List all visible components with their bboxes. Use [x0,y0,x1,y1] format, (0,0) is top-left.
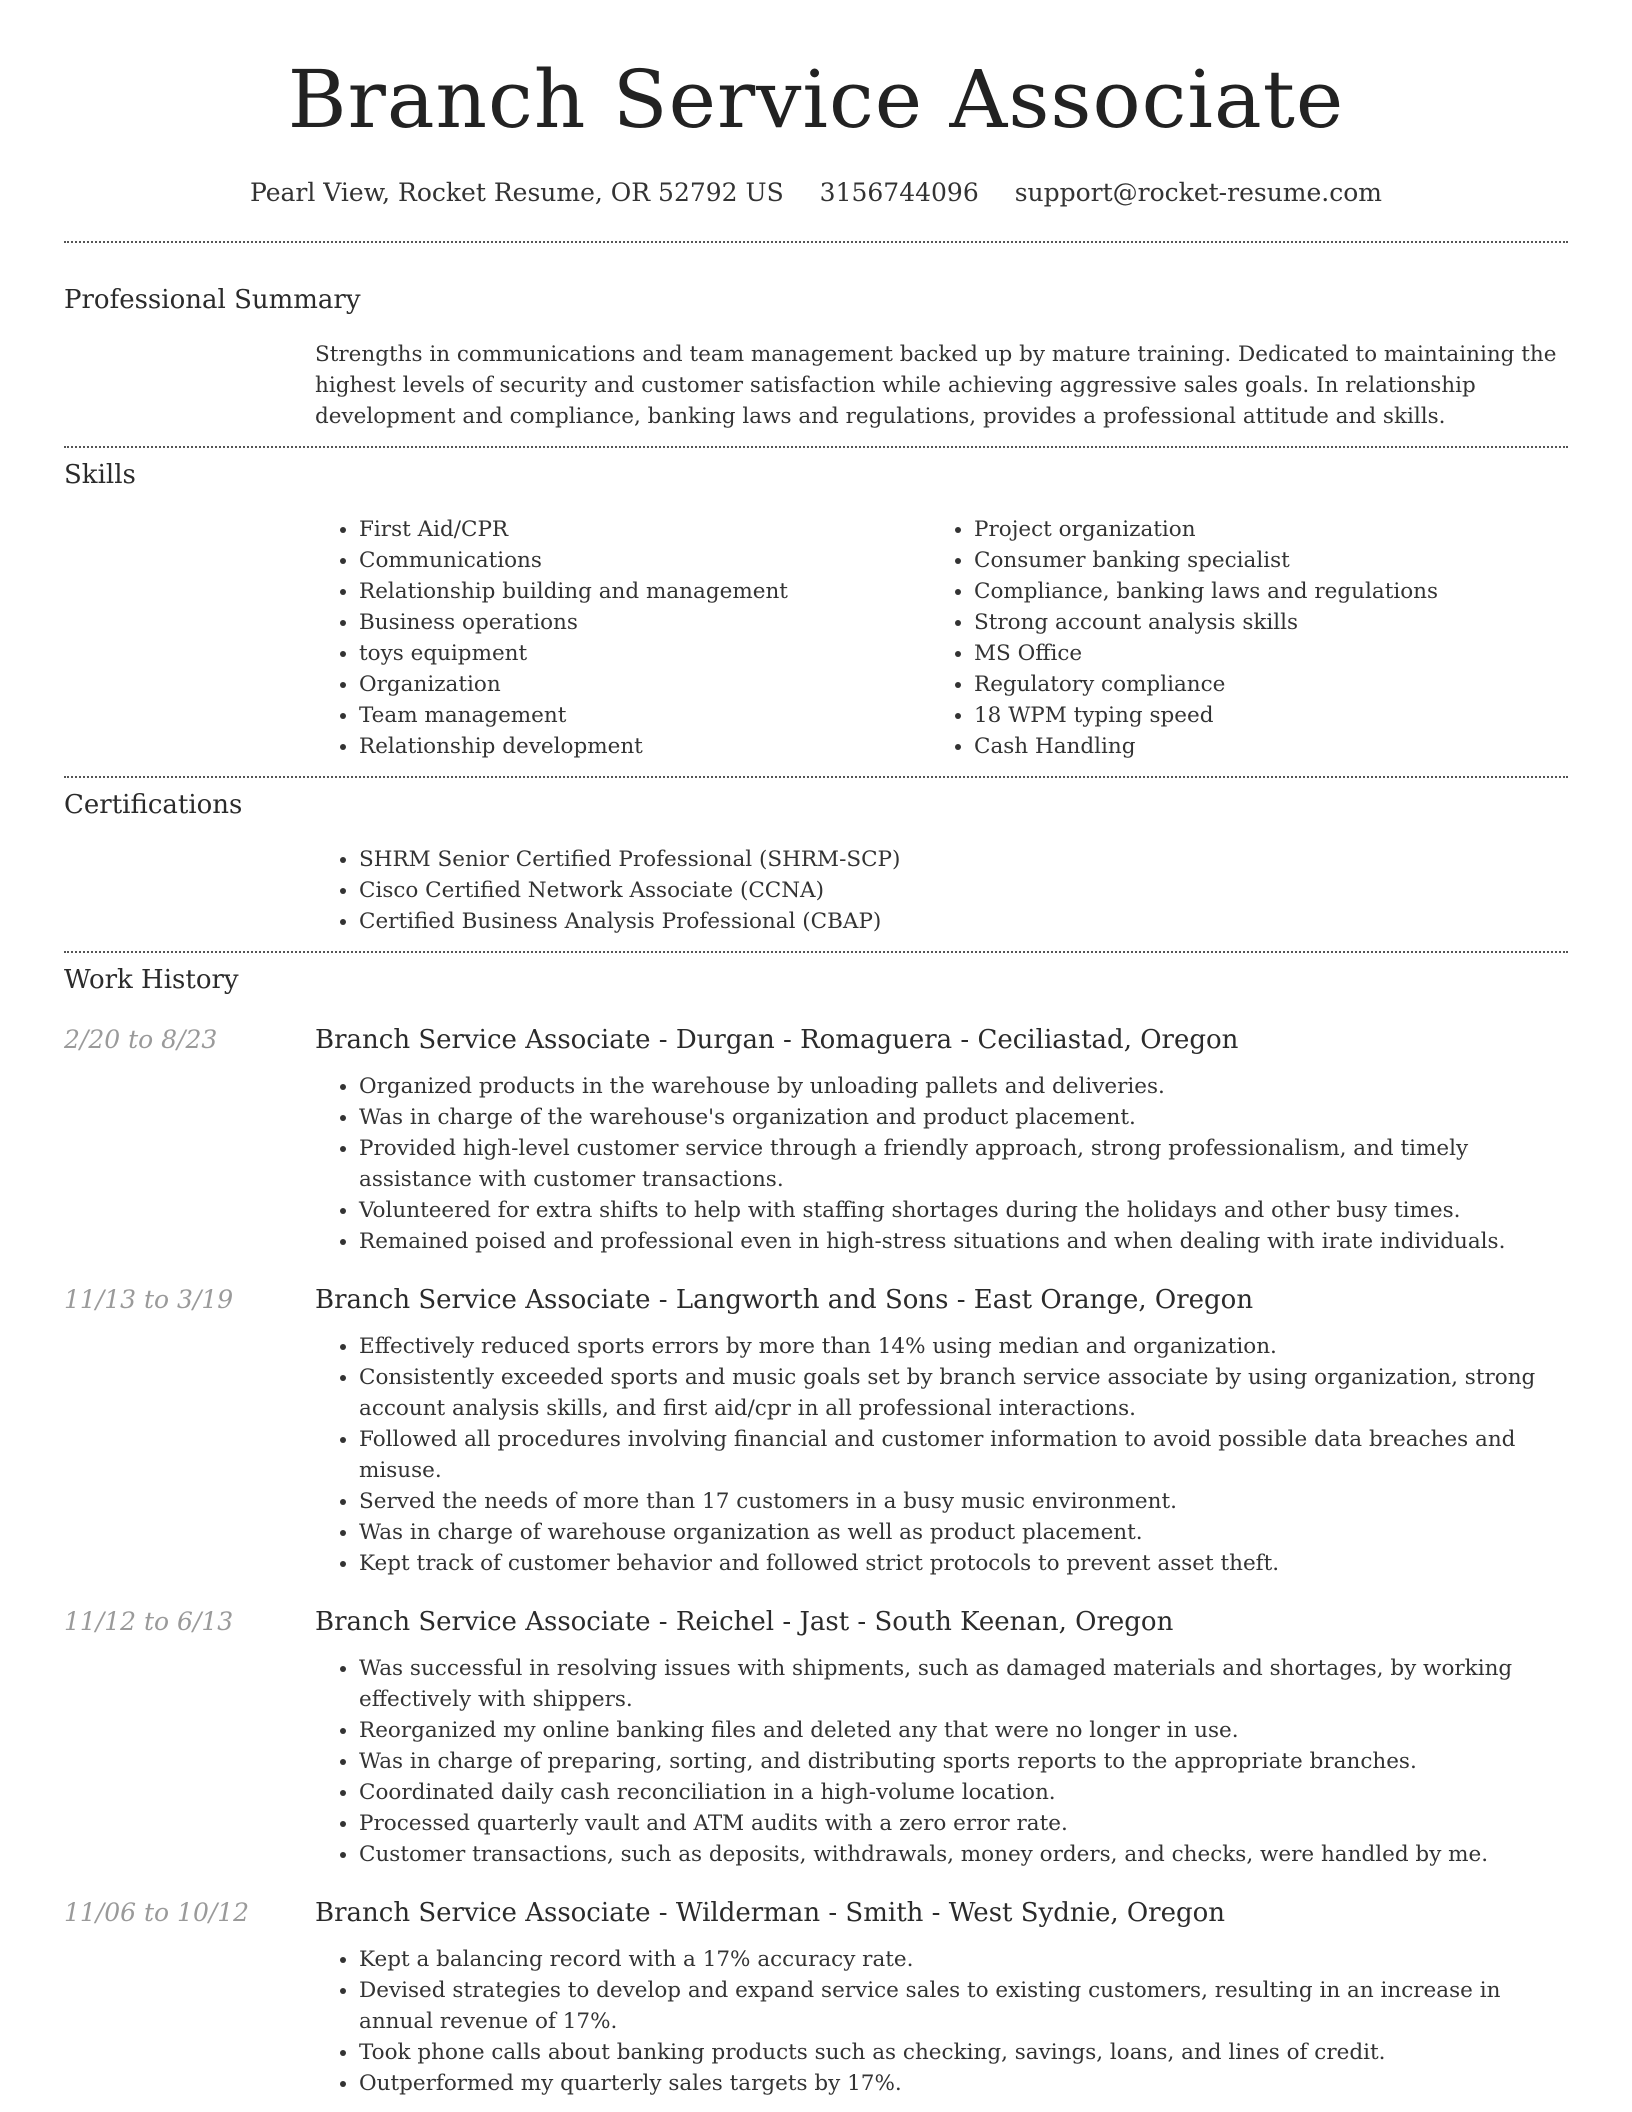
summary-text: Strengths in communications and team management backed up by mature training. Dedicated to maintaining the highest levels of security and customer satisfaction while achieving aggressive sales goals. In relationship development and compliance, banking laws and regulations, provides a professional attitude and skills. [315,342,1557,429]
list-item: • Followed all procedures involving financial and customer information to avoid possible data breaches and misuse. [359,1424,1568,1486]
list-item: • Consistently exceeded sports and music goals set by branch service associate by using organization, strong account analysis skills, and first aid/cpr in all professional interactions. [359,1362,1568,1424]
list-item: • Devised strategies to develop and expand service sales to existing customers, resulting in an increase in annual revenue of 17%. [359,1975,1568,2037]
certifications-list-wrap [315,844,1568,937]
list-item: • Processed quarterly vault and ATM audits with a zero error rate. [359,1808,1568,1839]
work-history-section [0,965,1632,2099]
skills-column-right [930,514,1545,762]
list-item: • Customer transactions, such as deposits, withdrawals, money orders, and checks, were handled by me. [359,1839,1568,1870]
job-entry [64,1283,1568,1579]
skills-list-right [930,514,1545,762]
list-item: • MS Office [974,638,1545,669]
list-item: • Remained poised and professional even in high-stress situations and when dealing with irate individuals. [359,1226,1568,1257]
list-item: • Cisco Certified Network Associate (CCNA) [359,875,1568,906]
list-item: • SHRM Senior Certified Professional (SHRM-SCP) [359,844,1568,875]
job-entry [64,1023,1568,1257]
job-entry [64,1896,1568,2099]
list-item: • Reorganized my online banking files and deleted any that were no longer in use. [359,1715,1568,1746]
job-dates: 11/06 to 10/12 [64,1898,250,1927]
list-item: • Relationship development [359,731,930,762]
certifications-section [0,790,1632,937]
list-item: • toys equipment [359,638,930,669]
job-title: Branch Service Associate - Wilderman - Smith - West Sydnie, Oregon [315,1898,1226,1928]
list-item: • Consumer banking specialist [974,545,1545,576]
skills-section [0,460,1632,762]
job-entry [64,1605,1568,1870]
job-dates: 2/20 to 8/23 [64,1025,218,1054]
job-bullets [315,1944,1568,2099]
job-dates: 11/12 to 6/13 [64,1607,234,1636]
skills-grid [315,514,1568,762]
job-dates: 11/13 to 3/19 [64,1285,234,1314]
divider [64,951,1568,953]
list-item: • 18 WPM typing speed [974,700,1545,731]
summary-heading: Professional Summary [64,285,361,315]
list-item: • Was in charge of preparing, sorting, and distributing sports reports to the appropriate branches. [359,1746,1568,1777]
job-bullets [315,1331,1568,1579]
job-title: Branch Service Associate - Durgan - Romaguera - Ceciliastad, Oregon [315,1025,1239,1055]
certifications-heading: Certifications [64,790,243,820]
work-history-heading: Work History [64,965,239,995]
list-item: • Kept a balancing record with a 17% accuracy rate. [359,1944,1568,1975]
certifications-list [315,844,1568,937]
list-item: • Was in charge of warehouse organization as well as product placement. [359,1517,1568,1548]
list-item: • Organization [359,669,930,700]
list-item: • Kept track of customer behavior and followed strict protocols to prevent asset theft. [359,1548,1568,1579]
jobs-list [64,1023,1568,2099]
list-item: • Certified Business Analysis Professional (CBAP) [359,906,1568,937]
divider [64,776,1568,778]
list-item: • Business operations [359,607,930,638]
contact-email: support@rocket-resume.com [1014,178,1382,207]
list-item: • Team management [359,700,930,731]
list-item: • Cash Handling [974,731,1545,762]
list-item: • Took phone calls about banking products such as checking, savings, loans, and lines of credit. [359,2037,1568,2068]
list-item: • Compliance, banking laws and regulations [974,576,1545,607]
list-item: • Outperformed my quarterly sales targets by 17%. [359,2068,1568,2099]
job-details [315,1283,1568,1579]
job-details [315,1896,1568,2099]
list-item: • Relationship building and management [359,576,930,607]
job-bullets [315,1653,1568,1870]
job-title: Branch Service Associate - Langworth and Sons - East Orange, Oregon [315,1285,1254,1315]
list-item: • Was successful in resolving issues with shipments, such as damaged materials and shortages, by working effectively with shippers. [359,1653,1568,1715]
divider [64,446,1568,448]
contact-address: Pearl View, Rocket Resume, OR 52792 US [250,178,784,207]
job-title: Branch Service Associate - Reichel - Jast - South Keenan, Oregon [315,1607,1174,1637]
resume-name: Branch Service Associate [287,53,1345,146]
divider [64,241,1568,243]
job-bullets [315,1071,1568,1257]
contact-line [0,178,1632,207]
summary-section [0,285,1632,432]
skills-column-left [315,514,930,762]
job-details [315,1023,1568,1257]
skills-heading: Skills [64,460,136,490]
list-item: • Regulatory compliance [974,669,1545,700]
skills-list-left [315,514,930,762]
list-item: • Coordinated daily cash reconciliation in a high-volume location. [359,1777,1568,1808]
list-item: • Effectively reduced sports errors by more than 14% using median and organization. [359,1331,1568,1362]
list-item: • Communications [359,545,930,576]
list-item: • Was in charge of the warehouse's organization and product placement. [359,1102,1568,1133]
list-item: • Volunteered for extra shifts to help with staffing shortages during the holidays and other busy times. [359,1195,1568,1226]
list-item: • Served the needs of more than 17 customers in a busy music environment. [359,1486,1568,1517]
job-details [315,1605,1568,1870]
list-item: • Organized products in the warehouse by unloading pallets and deliveries. [359,1071,1568,1102]
list-item: • Provided high-level customer service through a friendly approach, strong professionalism, and timely assistance with customer transactions. [359,1133,1568,1195]
contact-phone: 3156744096 [819,178,979,207]
list-item: • First Aid/CPR [359,514,930,545]
list-item: • Strong account analysis skills [974,607,1545,638]
list-item: • Project organization [974,514,1545,545]
